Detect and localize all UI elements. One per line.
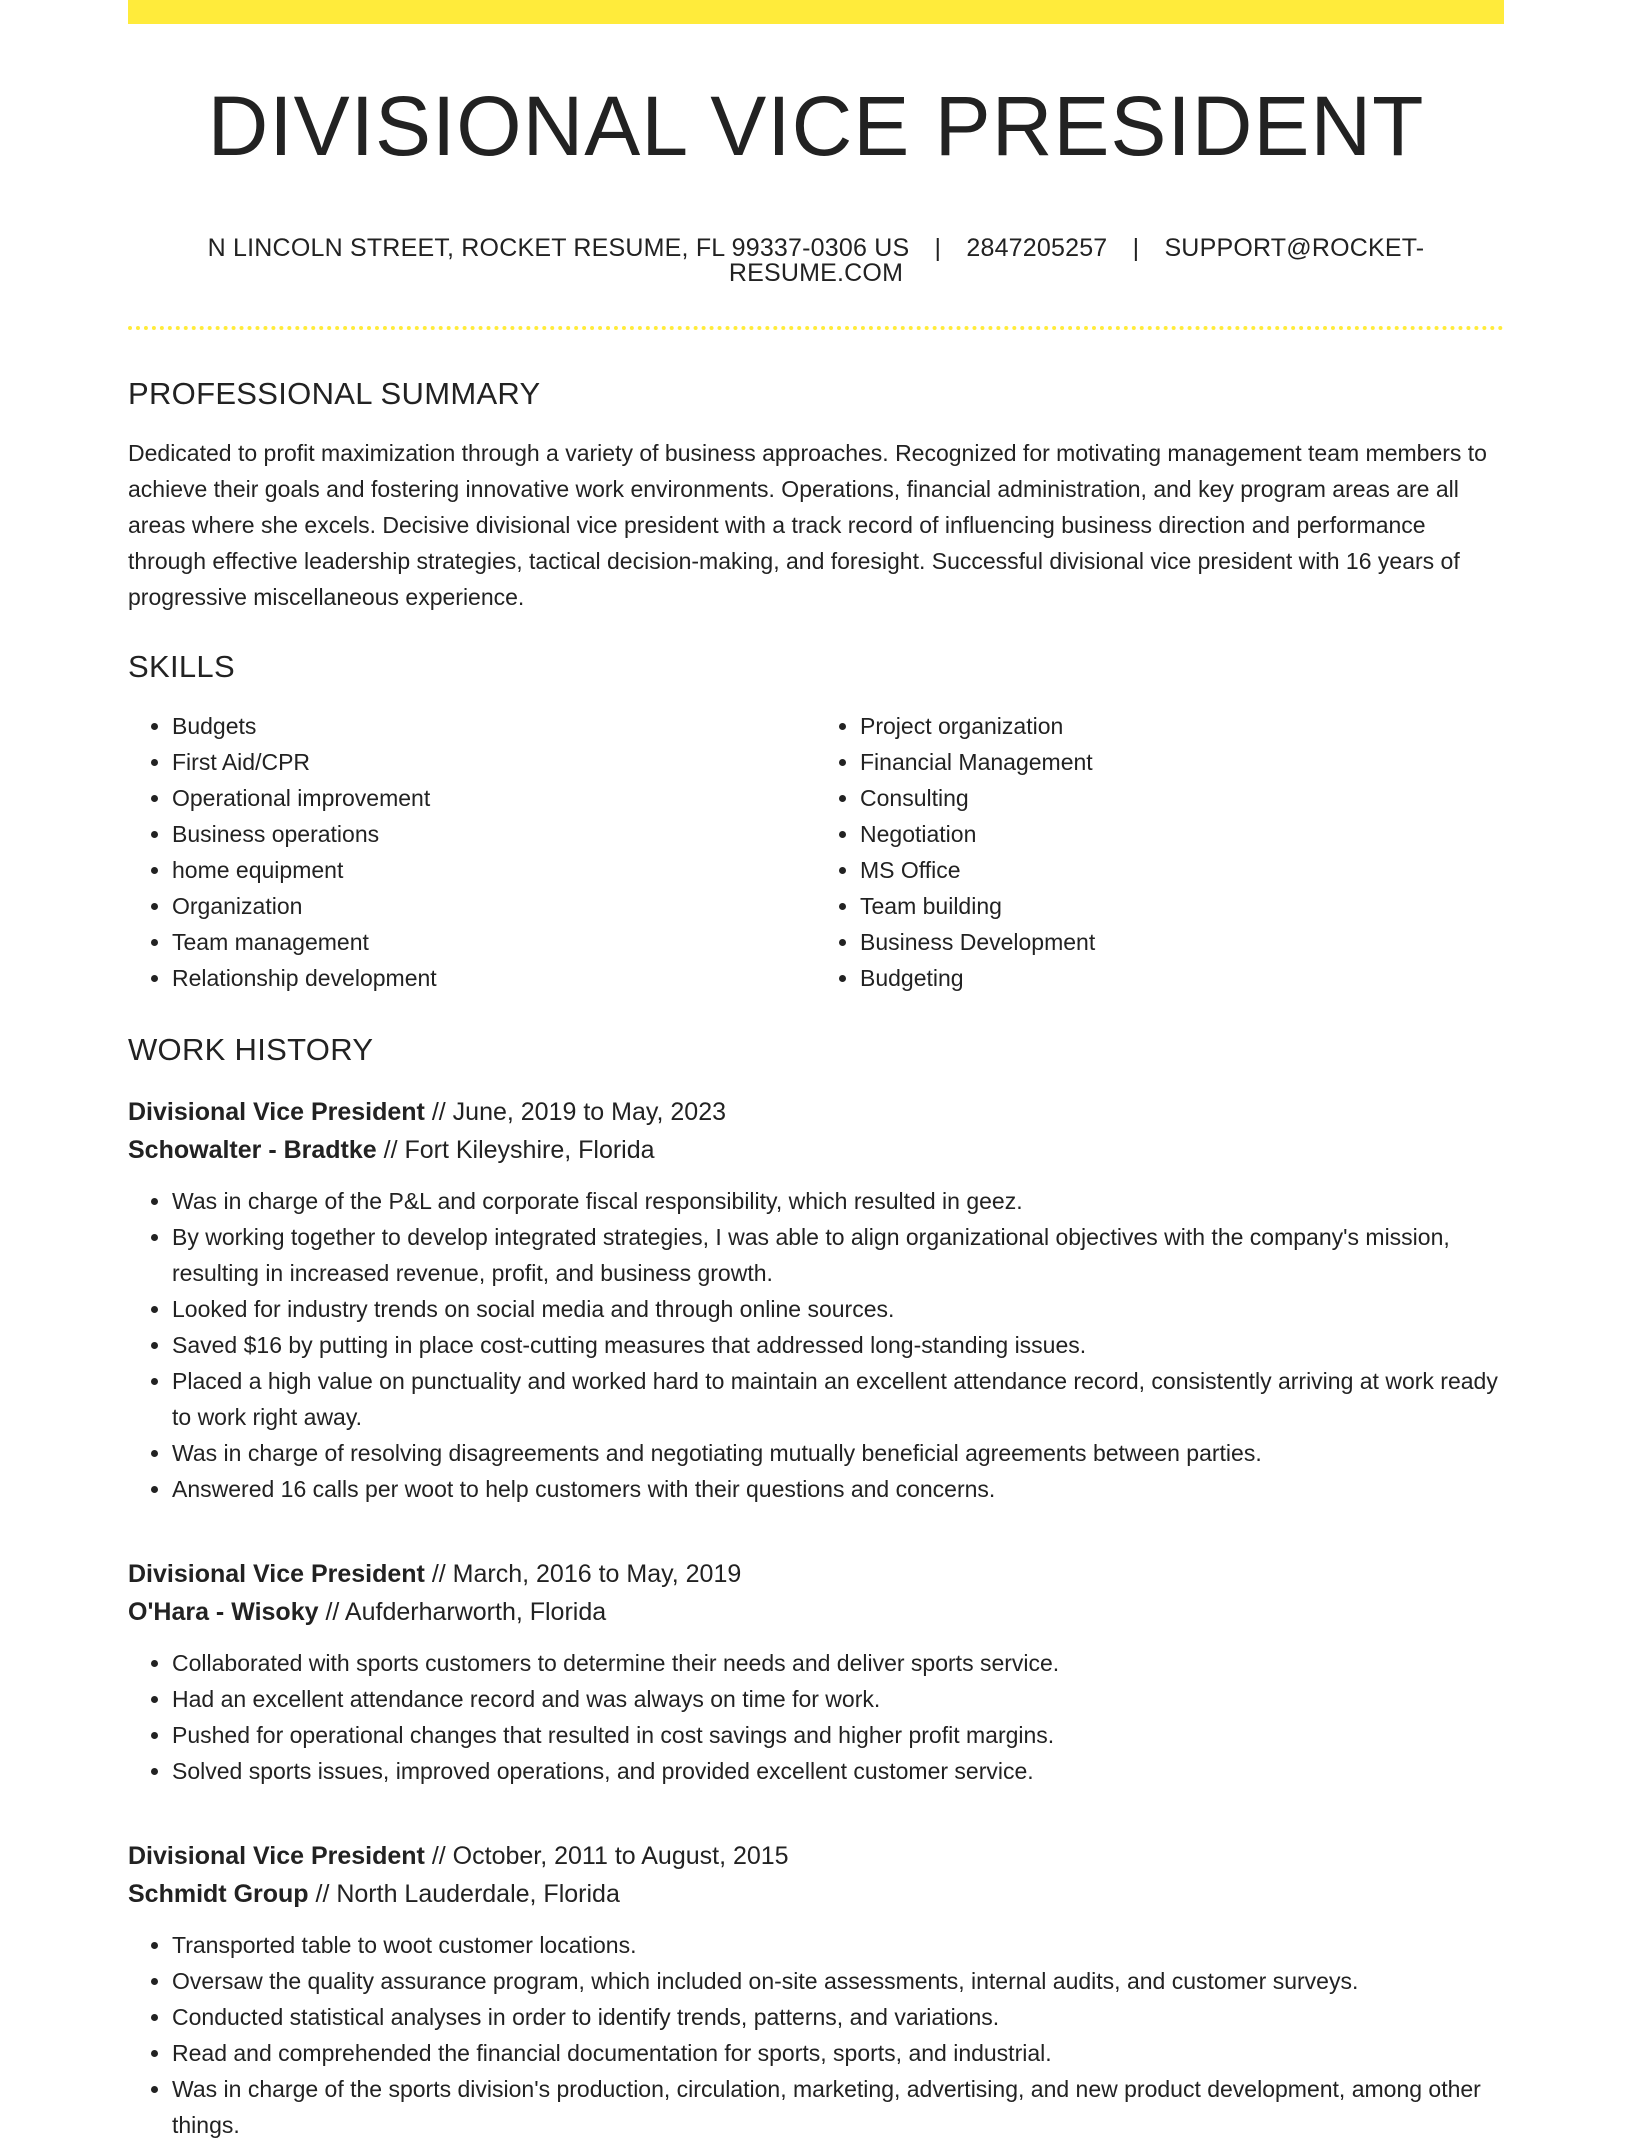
skill-item: • home equipment bbox=[172, 852, 816, 888]
skill-item: • Organization bbox=[172, 888, 816, 924]
skill-item: • Consulting bbox=[860, 780, 1504, 816]
skills-heading: SKILLS bbox=[128, 649, 235, 684]
job-bullet: • Saved $16 by putting in place cost-cutting measures that addressed long-standing issues. bbox=[172, 1327, 1504, 1363]
job-location: // Fort Kileyshire, Florida bbox=[376, 1136, 655, 1164]
job-bullet: • Pushed for operational changes that resulted in cost savings and higher profit margins. bbox=[172, 1717, 1504, 1753]
job-bullet: • Oversaw the quality assurance program, which included on-site assessments, internal audits, and customer surveys. bbox=[172, 1963, 1504, 1999]
skill-item: • Budgets bbox=[172, 708, 816, 744]
job-title: Divisional Vice President bbox=[128, 1842, 425, 1870]
job-bullet: • Answered 16 calls per woot to help customers with their questions and concerns. bbox=[172, 1471, 1504, 1507]
skill-item: • Team management bbox=[172, 924, 816, 960]
skill-item: • Project organization bbox=[860, 708, 1504, 744]
skill-item: • Business Development bbox=[860, 924, 1504, 960]
accent-top-bar bbox=[128, 0, 1504, 24]
contact-line bbox=[128, 236, 1504, 286]
job-company-line bbox=[128, 1875, 1504, 1913]
skill-item: • Relationship development bbox=[172, 960, 816, 996]
job-dates: // June, 2019 to May, 2023 bbox=[424, 1098, 727, 1126]
job-bullets bbox=[128, 1927, 1504, 2143]
job-bullet: • Solved sports issues, improved operations, and provided excellent customer service. bbox=[172, 1753, 1504, 1789]
skill-item: • Financial Management bbox=[860, 744, 1504, 780]
job-location: // Aufderharworth, Florida bbox=[318, 1598, 607, 1626]
job-company: O'Hara - Wisoky bbox=[128, 1598, 319, 1626]
job-bullet: • Transported table to woot customer locations. bbox=[172, 1927, 1504, 1963]
job-title-line bbox=[128, 1555, 1504, 1593]
job-bullets bbox=[128, 1183, 1504, 1507]
job-bullets bbox=[128, 1645, 1504, 1789]
job-entry bbox=[128, 1093, 1504, 1507]
resume-page bbox=[128, 0, 1504, 2143]
job-bullet: • Had an excellent attendance record and was always on time for work. bbox=[172, 1681, 1504, 1717]
contact-email: SUPPORT@ROCKET-RESUME.COM bbox=[728, 234, 1425, 287]
skill-item: • MS Office bbox=[860, 852, 1504, 888]
job-title-line bbox=[128, 1837, 1504, 1875]
job-entry bbox=[128, 1837, 1504, 2143]
job-company-line bbox=[128, 1593, 1504, 1631]
job-location: // North Lauderdale, Florida bbox=[308, 1880, 620, 1908]
job-dates: // October, 2011 to August, 2015 bbox=[424, 1842, 789, 1870]
skills-list-left bbox=[128, 708, 816, 996]
skills-grid bbox=[128, 708, 1504, 996]
contact-phone: 2847205257 bbox=[966, 234, 1108, 262]
job-bullet: • Was in charge of the sports division's production, circulation, marketing, advertising, and new product development, among other things. bbox=[172, 2071, 1504, 2143]
resume-title: DIVISIONAL VICE PRESIDENT bbox=[207, 79, 1425, 173]
summary-text: Dedicated to profit maximization through a variety of business approaches. Recognized for motivating management team members to achieve their goals and fostering innovative work environments. Operations, financial administration, and key program areas are all areas where she excels. Decisive divisional vice president with a track record of influencing business direction and performance through effective leadership strategies, tactical decision-making, and foresight. Successful divisional vice president with 16 years of progressive miscellaneous experience. bbox=[128, 440, 1487, 610]
skill-item: • Team building bbox=[860, 888, 1504, 924]
job-title: Divisional Vice President bbox=[128, 1560, 425, 1588]
job-entry bbox=[128, 1555, 1504, 1789]
job-bullet: • Was in charge of resolving disagreements and negotiating mutually beneficial agreements between parties. bbox=[172, 1435, 1504, 1471]
job-company-line bbox=[128, 1131, 1504, 1169]
job-title-line bbox=[128, 1093, 1504, 1131]
dotted-divider bbox=[128, 326, 1504, 330]
job-bullet: • Placed a high value on punctuality and worked hard to maintain an excellent attendance record, consistently arriving at work ready to work right away. bbox=[172, 1363, 1504, 1435]
job-dates: // March, 2016 to May, 2019 bbox=[424, 1560, 742, 1588]
job-bullet: • Collaborated with sports customers to determine their needs and deliver sports service. bbox=[172, 1645, 1504, 1681]
contact-address: N LINCOLN STREET, ROCKET RESUME, FL 99337-0306 US bbox=[207, 234, 910, 262]
contact-separator: | bbox=[934, 234, 942, 262]
skill-item: • Budgeting bbox=[860, 960, 1504, 996]
skill-item: • Business operations bbox=[172, 816, 816, 852]
job-company: Schowalter - Bradtke bbox=[128, 1136, 377, 1164]
job-bullet: • Conducted statistical analyses in order to identify trends, patterns, and variations. bbox=[172, 1999, 1504, 2035]
contact-separator: | bbox=[1132, 234, 1140, 262]
skill-item: • First Aid/CPR bbox=[172, 744, 816, 780]
job-bullet: • Read and comprehended the financial documentation for sports, sports, and industrial. bbox=[172, 2035, 1504, 2071]
summary-heading: PROFESSIONAL SUMMARY bbox=[128, 376, 541, 411]
skill-item: • Operational improvement bbox=[172, 780, 816, 816]
job-bullet: • Was in charge of the P&L and corporate fiscal responsibility, which resulted in geez. bbox=[172, 1183, 1504, 1219]
job-bullet: • By working together to develop integrated strategies, I was able to align organizational objectives with the company's mission, resulting in increased revenue, profit, and business growth. bbox=[172, 1219, 1504, 1291]
skills-list-right bbox=[816, 708, 1504, 996]
job-company: Schmidt Group bbox=[128, 1880, 309, 1908]
skill-item: • Negotiation bbox=[860, 816, 1504, 852]
job-bullet: • Looked for industry trends on social media and through online sources. bbox=[172, 1291, 1504, 1327]
work-history-heading: WORK HISTORY bbox=[128, 1032, 374, 1067]
job-title: Divisional Vice President bbox=[128, 1098, 425, 1126]
